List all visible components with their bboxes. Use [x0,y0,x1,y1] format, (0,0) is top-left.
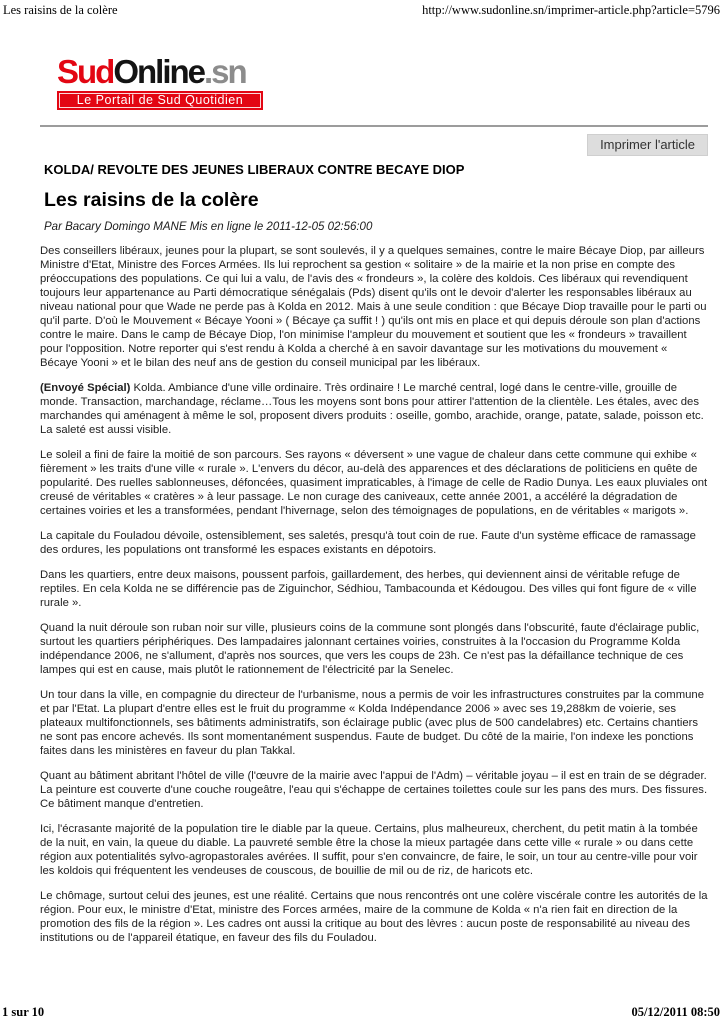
article-paragraph: La capitale du Fouladou dévoile, ostensiblement, ses saletés, presqu'à tout coin de rue. Faute d'un système efficace de ramassage des ordures, les populations ont transformé les espaces existants en dépotoirs. [40,530,696,556]
article-paragraph: Un tour dans la ville, en compagnie du directeur de l'urbanisme, nous a permis de voir les infrastructures construites par la commune et par l'Etat. La plupart d'entre elles est le fruit du programme « Kolda Indépendance 2006 » avec ses 19,288km de voierie, ses plateaux multifonctionnels, ses bâtiments administratifs, son éclairage public (avec plus de 500 candelabres) etc. Certains chantiers ne sont pas encore achevés. Ils sont momentanément suspendus. Faute de budget. Du côté de la mairie, l'on indexe les ponctions faites dans les ministères en faveur du plan Takkal. [40,689,704,757]
print-footer-datetime: 05/12/2011 08:50 [631,1005,720,1019]
print-header [3,3,720,18]
logo-sn-text: .sn [204,53,246,90]
article-paragraph: Quant au bâtiment abritant l'hôtel de ville (l'œuvre de la mairie avec l'appui de l'Adm) – véritable joyau – il est en train de se dégrader. La peinture est couverte d'une couche rougeâtre, l'eau qui s'échappe de certaines toilettes coule sur les pans des murs. Des fissures. Ce bâtiment manque d'entretien. [40,770,708,810]
article-paragraph: Quand la nuit déroule son ruban noir sur ville, plusieurs coins de la commune sont plongés dans l'obscurité, faute d'éclairage public, surtout les quartiers périphériques. Des lampadaires jalonnant certaines voiries, construites à la l'occasion du Programme Kolda indépendance 2006, ne s'allument, d'après nos sources, que vers les coups de 23h. Ce n'est pas la défaillance technique de ces lampes qui est en cause, mais plutôt le rationnement de l'électricité par la Senelec. [40,622,700,676]
toolbar [40,134,708,156]
article-body [40,244,708,945]
article-paragraph: (Envoyé Spécial) Kolda. Ambiance d'une ville ordinaire. Très ordinaire ! Le marché central, logé dans le centre-ville, grouille de monde. Transaction, marchandage, réclame…Tous les moyens sont bons pour attirer l'attention de la clientèle. Les étales, avec des marchandes qui aménagent à même le sol, proposent divers produits : oseille, gombo, arachide, orange, patate, salade, poisson etc. La saleté est aussi visible. [40,382,704,436]
article-paragraph: Des conseillers libéraux, jeunes pour la plupart, se sont soulevés, il y a quelques semaines, contre le maire Bécaye Diop, par ailleurs Ministre d'Etat, Ministre des Forces Armées. Ils lui reprochent sa gestion « solitaire » de la mairie et la non prise en compte des préoccupations des populations. Ce qui lui a valu, de l'avis des « frondeurs », la colère des koldois. Ces libéraux qui revendiquent toujours leur appartenance au Parti démocratique sénégalais (Pds) disent qu'ils ont le devoir d'alerter les responsables libéraux au niveau national pour que Wade ne perde pas à Kolda en 2012. Mais à une seule condition : que Bécaye Diop travaille pour le parti ou qu'il parte. D'où le Mouvement « Bécaye Yooni » ( Bécaye ça suffit ! ) qu'ils ont mis en place et qui depuis déroule son plan d'actions contre le maire. Dans le camp de Bécaye Diop, l'on minimise l'ampleur du mouvement et soutient que les « frondeurs » travaillent pour l'opposition. Notre reporter qui s'est rendu à Kolda a cherché à en savoir davantage sur les motivations du mouvement « Bécaye Yooni » et le bilan des neuf ans de gestion du conseil municipal par les libéraux. [40,245,707,369]
print-header-url: http://www.sudonline.sn/imprimer-article.php?article=5796 [422,3,720,17]
print-footer [2,1005,720,1020]
article-kicker: KOLDA/ REVOLTE DES JEUNES LIBERAUX CONTRE BECAYE DIOP [44,162,465,177]
article-paragraph: Le chômage, surtout celui des jeunes, est une réalité. Certains que nous rencontrés ont une colère viscérale contre les autorités de la région. Pour eux, le ministre d'Etat, ministre des Forces armées, maire de la commune de Kolda « n'a rien fait en direction de la promotion des fils de la région ». Les cadres ont aussi la critique au bout des lèvres : aucun poste de responsabilité au niveau des institutions ou de l'appareil étatique, en faveur des fils du Fouladou. [40,890,708,944]
article-title: Les raisins de la colère [44,189,259,211]
header-divider [40,125,708,127]
masthead [57,55,708,110]
article-page-content [40,55,708,945]
tagline-banner: Le Portail de Sud Quotidien [57,91,263,110]
article-byline: Par Bacary Domingo MANE Mis en ligne le 2011-12-05 02:56:00 [44,221,373,233]
paragraph-lead: (Envoyé Spécial) [40,382,131,394]
print-article-button[interactable]: Imprimer l'article [587,134,708,156]
logo-online-text: Online [113,53,205,90]
print-footer-pages: 1 sur 10 [2,1005,45,1019]
sudonline-logo [57,55,708,88]
logo-sud-text: Sud [57,53,114,90]
article-paragraph: Ici, l'écrasante majorité de la population tire le diable par la queue. Certains, plus malheureux, cherchent, du petit matin à la tombée de la nuit, en vain, la queue du diable. La pauvreté semble être la chose la mieux partagée dans cette ville « rurale » ou dans cette région aux potentialités sylvo-agropastorales avérées. Il suffit, pour s'en convaincre, de faire, le soir, un tour au centre-ville pour voir les koldois qui fréquentent les vendeuses de couscous, de bouillie de mil ou de riz, de haricots etc. [40,823,698,877]
article-paragraph: Dans les quartiers, entre deux maisons, poussent parfois, gaillardement, des herbes, qui deviennent ainsi de véritable refuge de reptiles. En cela Kolda ne se différencie pas de Ziguinchor, Sédhiou, Tambacounda et Kédougou. Des villes qui font figure de « ville rurale ». [40,569,697,609]
article-paragraph: Le soleil a fini de faire la moitié de son parcours. Ses rayons « déversent » une vague de chaleur dans cette commune qui exhibe « fièrement » les traits d'une ville « rurale ». L'envers du décor, au-delà des apparences et des déclarations de politiciens en quête de popularité. Des ruelles sablonneuses, défoncées, quasiment impraticables, à l'image de celle de Radio Dunya. Les eaux pluviales ont creusé de véritables « cratères » à leur passage. Le non curage des caniveaux, cette année 2001, a accéléré la dégradation de certaines voiries et les a transformées, pendant l'hivernage, selon des témoignages de populations, en de véritables « marigots ». [40,449,708,517]
print-header-title: Les raisins de la colère [3,3,118,17]
